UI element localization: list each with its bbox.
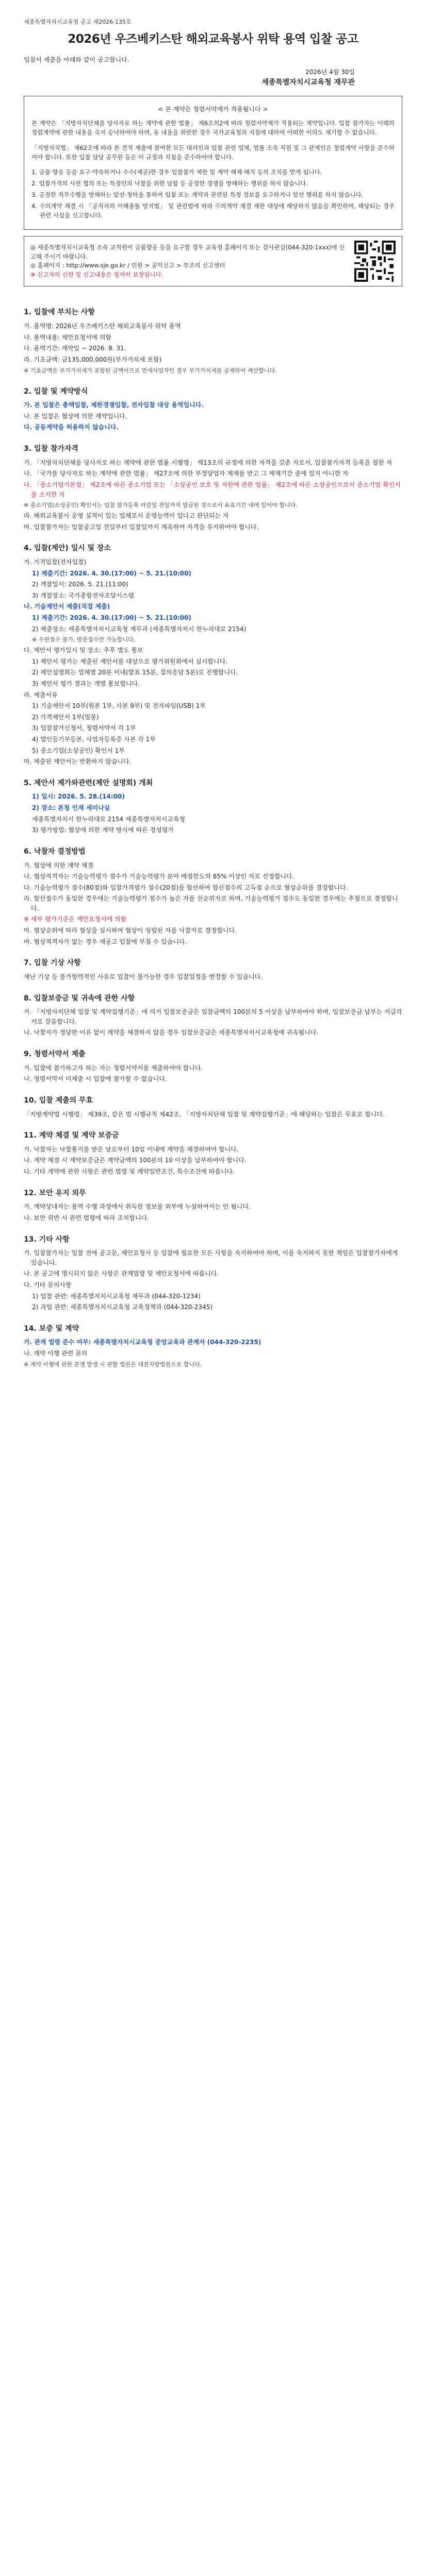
notice-number: 세종특별자치시교육청 공고 제2026-135호 <box>24 19 132 25</box>
integrity-pledge-list <box>31 168 395 220</box>
section-title: 11. 계약 체결 및 계약 보증금 <box>24 1131 119 1140</box>
section-row: 바. 협상적격자가 없는 경우 재공고 입찰에 부칠 수 있습니다. <box>24 938 187 945</box>
section-row: 나. 협상적격자는 기술능력평가 점수가 기술능력평가 분야 배점한도의 85% 이상인 자로 선정합니다. <box>24 873 294 880</box>
section-row: 가. 본 입찰은 총액입찰, 제한경쟁입찰, 전자입찰 대상 용역입니다. <box>24 401 204 409</box>
report-contact-text <box>30 243 354 280</box>
section-row: 라. 제출서류 <box>24 691 58 699</box>
list-item: 1. 금품·향응 등을 요구·약속하거나 수수(제공)한 경우 입찰참가 제한 및 계약 해제·해지 등의 조치를 받게 됩니다. <box>31 168 322 176</box>
notice-section <box>24 778 402 835</box>
section-title: 4. 입찰(제안) 일시 및 장소 <box>24 544 111 553</box>
section-row: 나. 계약 체결 시 계약보증금은 계약금액의 100분의 10 이상을 납부하여야 합니다. <box>24 1157 247 1164</box>
section-row: 2) 제출장소: 세종특별자치시교육청 재무과 (세종특별자치시 한누리대로 2154) <box>32 625 247 633</box>
notice-section <box>24 1095 402 1119</box>
section-row: ※ 우편접수 불가, 방문접수만 가능합니다. <box>32 636 136 643</box>
section-row: 3) 평가방법: 협상에 의한 계약 방식에 따른 정성평가 <box>32 826 174 834</box>
section-row: 다. 기타 문의사항 <box>24 1281 72 1289</box>
issuer: 세종특별자치시교육청 재무관 <box>261 78 355 87</box>
section-row: ※ 세부 평가기준은 제안요청서에 의함 <box>24 916 127 923</box>
report-contact-link[interactable]: ◎ 홈페이지 : http://www.sje.go.kr / 민원 > 공익신고 > 부조리 신고센터 <box>30 262 225 269</box>
section-row: 2) 제안설명회는 업체별 20분 이내(발표 15분, 질의응답 5분)로 진행합니다. <box>32 669 238 676</box>
section-row: 다. 용역기간: 계약일 ~ 2026. 8. 31. <box>24 345 126 352</box>
section-row: 다. 제안서 평가일시 및 장소: 추후 별도 통보 <box>24 647 143 654</box>
section-row: 1) 일시: 2026. 5. 28.(14:00) <box>32 793 125 801</box>
section-row: 1) 제출기간: 2026. 4. 30.(17:00) ~ 5. 21.(10:00) <box>32 614 191 621</box>
section-row: 다. 「중소기업기본법」 제2조에 따른 중소기업 또는 「소상공인 보호 및 지원에 관한 법률」 제2조에 따른 소상공인으로서 중소기업 확인서를 소지한 자 <box>24 481 401 498</box>
section-title: 9. 청렴서약서 제출 <box>24 1050 86 1059</box>
section-row: ※ 기초금액은 부가가치세가 포함된 금액이므로 면세사업자인 경우 부가가치세를 공제하여 계산합니다. <box>24 367 277 374</box>
section-row: 마. 제출된 제안서는 반환하지 않습니다. <box>24 758 132 766</box>
section-row: 라. 기초금액: 금135,000,000원(부가가치세 포함) <box>24 355 162 363</box>
section-row: 나. 본 입찰은 협상에 의한 계약입니다. <box>24 412 127 420</box>
section-title: 3. 입찰 참가자격 <box>24 445 78 453</box>
notice-section <box>24 1188 402 1223</box>
section-title: 7. 입찰 기상 사항 <box>24 959 81 968</box>
page-title: 2026년 우즈베키스탄 해외교육봉사 위탁 용역 입찰 공고 <box>68 32 358 46</box>
qr-code-icon[interactable] <box>354 241 396 282</box>
notice-section <box>24 386 402 432</box>
notice-sections <box>24 307 402 1368</box>
section-title: 6. 낙찰자 결정방법 <box>24 847 86 856</box>
section-row: 다. 기타 계약에 관한 사항은 관련 법령 및 계약일반조건, 특수조건에 따릅니다. <box>24 1168 235 1176</box>
section-row: 세종특별자치시 한누리대로 2154 세종특별자치시교육청 <box>32 815 186 823</box>
section-row: 2) 개찰일시: 2026. 5. 21.(11:00) <box>32 581 128 588</box>
section-title: 1. 입찰에 부치는 사항 <box>24 308 95 317</box>
section-row: 다. 기술능력평가 점수(80점)와 입찰가격평가 점수(20점)를 합산하여 합산점수의 고득점 순으로 협상순위를 결정합니다. <box>24 884 348 891</box>
section-row: 가. 계약상대자는 용역 수행 과정에서 취득한 정보를 외부에 누설하여서는 안 됩니다. <box>24 1203 251 1211</box>
section-row: 2) 가격제안서 1부(밀봉) <box>32 713 99 721</box>
section-row: 1) 제출기간: 2026. 4. 30.(17:00) ~ 5. 21.(10:00) <box>32 569 191 577</box>
integrity-pledge-box <box>24 96 402 230</box>
section-row: 가. 협상에 의한 계약 체결 <box>24 861 93 869</box>
section-row: 5) 중소기업(소상공인) 확인서 1부 <box>32 747 125 754</box>
notice-section <box>24 1049 402 1084</box>
section-row: 가. 관계 법령 준수 여부: 세종특별자치시교육청 중앙교육과 관계자 (044-320-2235) <box>24 1338 261 1346</box>
section-row: 2) 과업 관련: 세종특별자치시교육청 교육정책과 (044-320-2345) <box>32 1303 213 1311</box>
notice-section <box>24 444 402 532</box>
notice-section <box>24 846 402 946</box>
section-row: 「지방계약법 시행령」 제39조, 같은 법 시행규칙 제42조, 「지방자치단체 입찰 및 계약집행기준」에 해당하는 입찰은 무효로 합니다. <box>24 1110 385 1118</box>
section-row: 라. 합산점수가 동일한 경우에는 기술능력평가 점수가 높은 자를 선순위자로 하며, 기술능력평가 점수도 동일한 경우에는 추첨으로 결정합니다. <box>24 895 398 912</box>
section-title: 10. 입찰 제출의 무효 <box>24 1096 93 1105</box>
section-row: 나. 낙찰자가 정당한 이유 없이 계약을 체결하지 않을 경우 입찰보증금은 세종특별자치시교육청에 귀속됩니다. <box>24 1029 319 1037</box>
section-row: 나. 청렴서약서 미제출 시 입찰에 참가할 수 없습니다. <box>24 1075 167 1083</box>
section-row: 마. 입찰참가자는 입찰공고일 전일부터 입찰일까지 계속하여 자격을 유지하여야 합니다. <box>24 523 259 531</box>
section-row: 나. 본 공고에 명시되지 않은 사항은 관계법령 및 제안요청서에 따릅니다. <box>24 1270 219 1278</box>
section-title: 8. 입찰보증금 및 귀속에 관한 사항 <box>24 994 135 1003</box>
notice-section <box>24 958 402 981</box>
notice-section <box>24 543 402 766</box>
notice-section <box>24 1130 402 1176</box>
section-title: 2. 입찰 및 계약방식 <box>24 387 88 396</box>
section-row: 라. 해외교육봉사 운영 실적이 있는 업체로서 운영능력이 있다고 판단되는 자 <box>24 512 229 520</box>
section-row: 4) 법인등기부등본, 사업자등록증 사본 각 1부 <box>32 735 156 743</box>
integrity-pledge-paragraph: 「지방자치법」 제62조에 따라 본 견적 제출에 참여한 모든 대리인과 입찰 관련 업체, 법률 소속 직원 및 그 관계인은 청렴계약 사항을 준수하여야 합니다. 또한 입찰 담당 공무원 등은 이 규정과 지침을 준수하여야 합니다. <box>31 144 395 161</box>
section-row: 3) 제안서 평가 결과는 개별 통보합니다. <box>32 680 140 688</box>
section-title: 5. 제안서 제가와관련(제안 설명회) 개최 <box>24 778 153 787</box>
section-row: 나. 용역내용: 제안요청서에 의함 <box>24 333 111 341</box>
section-row: 나. 계약 이행 관련 문의 <box>24 1350 88 1358</box>
section-row: 나. 보안 위반 시 관련 법령에 따라 조치합니다. <box>24 1214 149 1222</box>
notice-date: 2026년 4월 30일 <box>305 69 355 76</box>
section-row: 나. 「국가를 당사자로 하는 계약에 관한 법률」 제27조에 의한 부정당업자 제재를 받고 그 제재기간 중에 있지 아니한 자 <box>24 470 349 478</box>
report-contact-note: ※ 신고자의 신원 및 신고내용은 철저히 보장됩니다. <box>30 271 163 279</box>
notice-section <box>24 307 402 375</box>
report-contact-box <box>24 236 402 286</box>
list-item: 2. 입찰가격의 사전 협의 또는 특정인의 낙찰을 위한 담합 등 공정한 경쟁을 방해하는 행위를 하지 않습니다. <box>31 180 308 188</box>
section-row: 1) 기술제안서 10부(원본 1부, 사본 9부) 및 전자파일(USB) 1부 <box>32 702 206 710</box>
section-row: 3) 개찰장소: 국가종합전자조달시스템 <box>32 591 134 599</box>
notice-section <box>24 993 402 1038</box>
section-row: 가. 용역명: 2026년 우즈베키스탄 해외교육봉사 위탁 용역 <box>24 323 181 330</box>
section-row: 가. 「지방자치단체를 당사자로 하는 계약에 관한 법률 시행령」 제13조의 규정에 의한 자격을 갖춘 자로서, 입찰참가자격 등록을 필한 자 <box>24 459 392 466</box>
section-row: 나. 기술제안서 제출(직접 제출) <box>24 603 110 611</box>
section-row: 재난 기상 등 불가항력적인 사유로 입찰이 불가능한 경우 입찰일정을 변경할 수 있습니다. <box>24 973 263 980</box>
integrity-pledge-heading: < 본 계약은 청렴서약제가 적용됩니다 > <box>158 105 268 113</box>
section-row: 다. 공동계약을 허용하지 않습니다. <box>24 423 119 431</box>
section-row: 1) 입찰 관련: 세종특별자치시교육청 재무과 (044-320-1234) <box>32 1292 201 1300</box>
section-row: ※ 중소기업(소상공인) 확인서는 입찰 참가등록 마감일 전일까지 발급된 것으로서 유효기간 내에 있어야 합니다. <box>24 502 298 509</box>
section-row: 가. 입찰참가자는 입찰 전에 공고문, 제안요청서 등 입찰에 필요한 모든 사항을 숙지하여야 하며, 이를 숙지하지 못한 책임은 입찰참가자에게 있습니다. <box>24 1249 398 1266</box>
notice-section <box>24 1324 402 1369</box>
notice-section <box>24 1234 402 1312</box>
list-item: 4. 수의계약 체결 시 「공직자의 이해충돌 방지법」 및 관련법에 따라 수의계약 체결 제한 대상에 해당하지 않음을 확인하며, 해당되는 경우 관련 사실을 신고합니다. <box>31 202 395 219</box>
section-row: 2) 장소: 본청 인재 세미나실 <box>32 804 110 812</box>
intro-text: 입찰서 제출을 아래와 같이 공고합니다. <box>24 56 129 63</box>
section-row: 가. 입찰에 참가하고자 하는 자는 청렴서약서를 제출하여야 합니다. <box>24 1064 203 1072</box>
section-title: 14. 보증 및 계약 <box>24 1324 79 1333</box>
section-title: 13. 기타 사항 <box>24 1235 70 1244</box>
report-contact-line: ◎ 세종특별자치시교육청 소속 교직원이 금품향응 등을 요구할 경우 교육청 홈페이지 또는 감사관실(044-320-1xxx)에 신고해 주시기 바랍니다. <box>30 243 345 260</box>
integrity-pledge-paragraph: 본 계약은 「지방자치단체를 당사자로 하는 계약에 관한 법률」 제6조의2에 따라 청렴서약제가 적용되는 계약입니다. 입찰 참가자는 이래의 청렴계약에 관한 내용을 숙지 승낙하여야 하며, 동 내용을 위반한 경우 국가교육청과 지침에 대하여 어떠한 이의도 제기할 수 없습니다. <box>31 120 395 136</box>
section-row: 가. 가격입찰(전자입찰) <box>24 558 87 566</box>
section-row: 가. 「지방자치단체 입찰 및 계약집행기준」에 의거 입찰보증금은 입찰금액의 100분의 5 이상을 납부하여야 하며, 입찰보증금 납부는 지급각서로 갈음합니다. <box>24 1008 402 1025</box>
section-row: 1) 제안서 평가는 제출된 제안서를 대상으로 평가위원회에서 실시합니다. <box>32 657 228 665</box>
section-title: 12. 보안 유지 의무 <box>24 1189 86 1197</box>
section-row: ※ 계약 이행에 관한 분쟁 발생 시 관할 법원은 대전지방법원으로 합니다. <box>24 1361 202 1368</box>
section-row: 마. 협상순위에 따라 협상을 실시하여 협상이 성립된 자를 낙찰자로 결정합니다. <box>24 927 237 935</box>
section-row: 가. 낙찰자는 낙찰통지를 받은 날로부터 10일 이내에 계약을 체결하여야 합니다. <box>24 1145 239 1153</box>
section-row: 3) 입찰참가신청서, 청렴서약서 각 1부 <box>32 724 136 732</box>
list-item: 3. 공정한 직무수행을 방해하는 알선·청탁을 통하여 입찰 또는 계약과 관련된 특정 정보를 요구하거나 알선 행위를 하지 않습니다. <box>31 191 364 199</box>
